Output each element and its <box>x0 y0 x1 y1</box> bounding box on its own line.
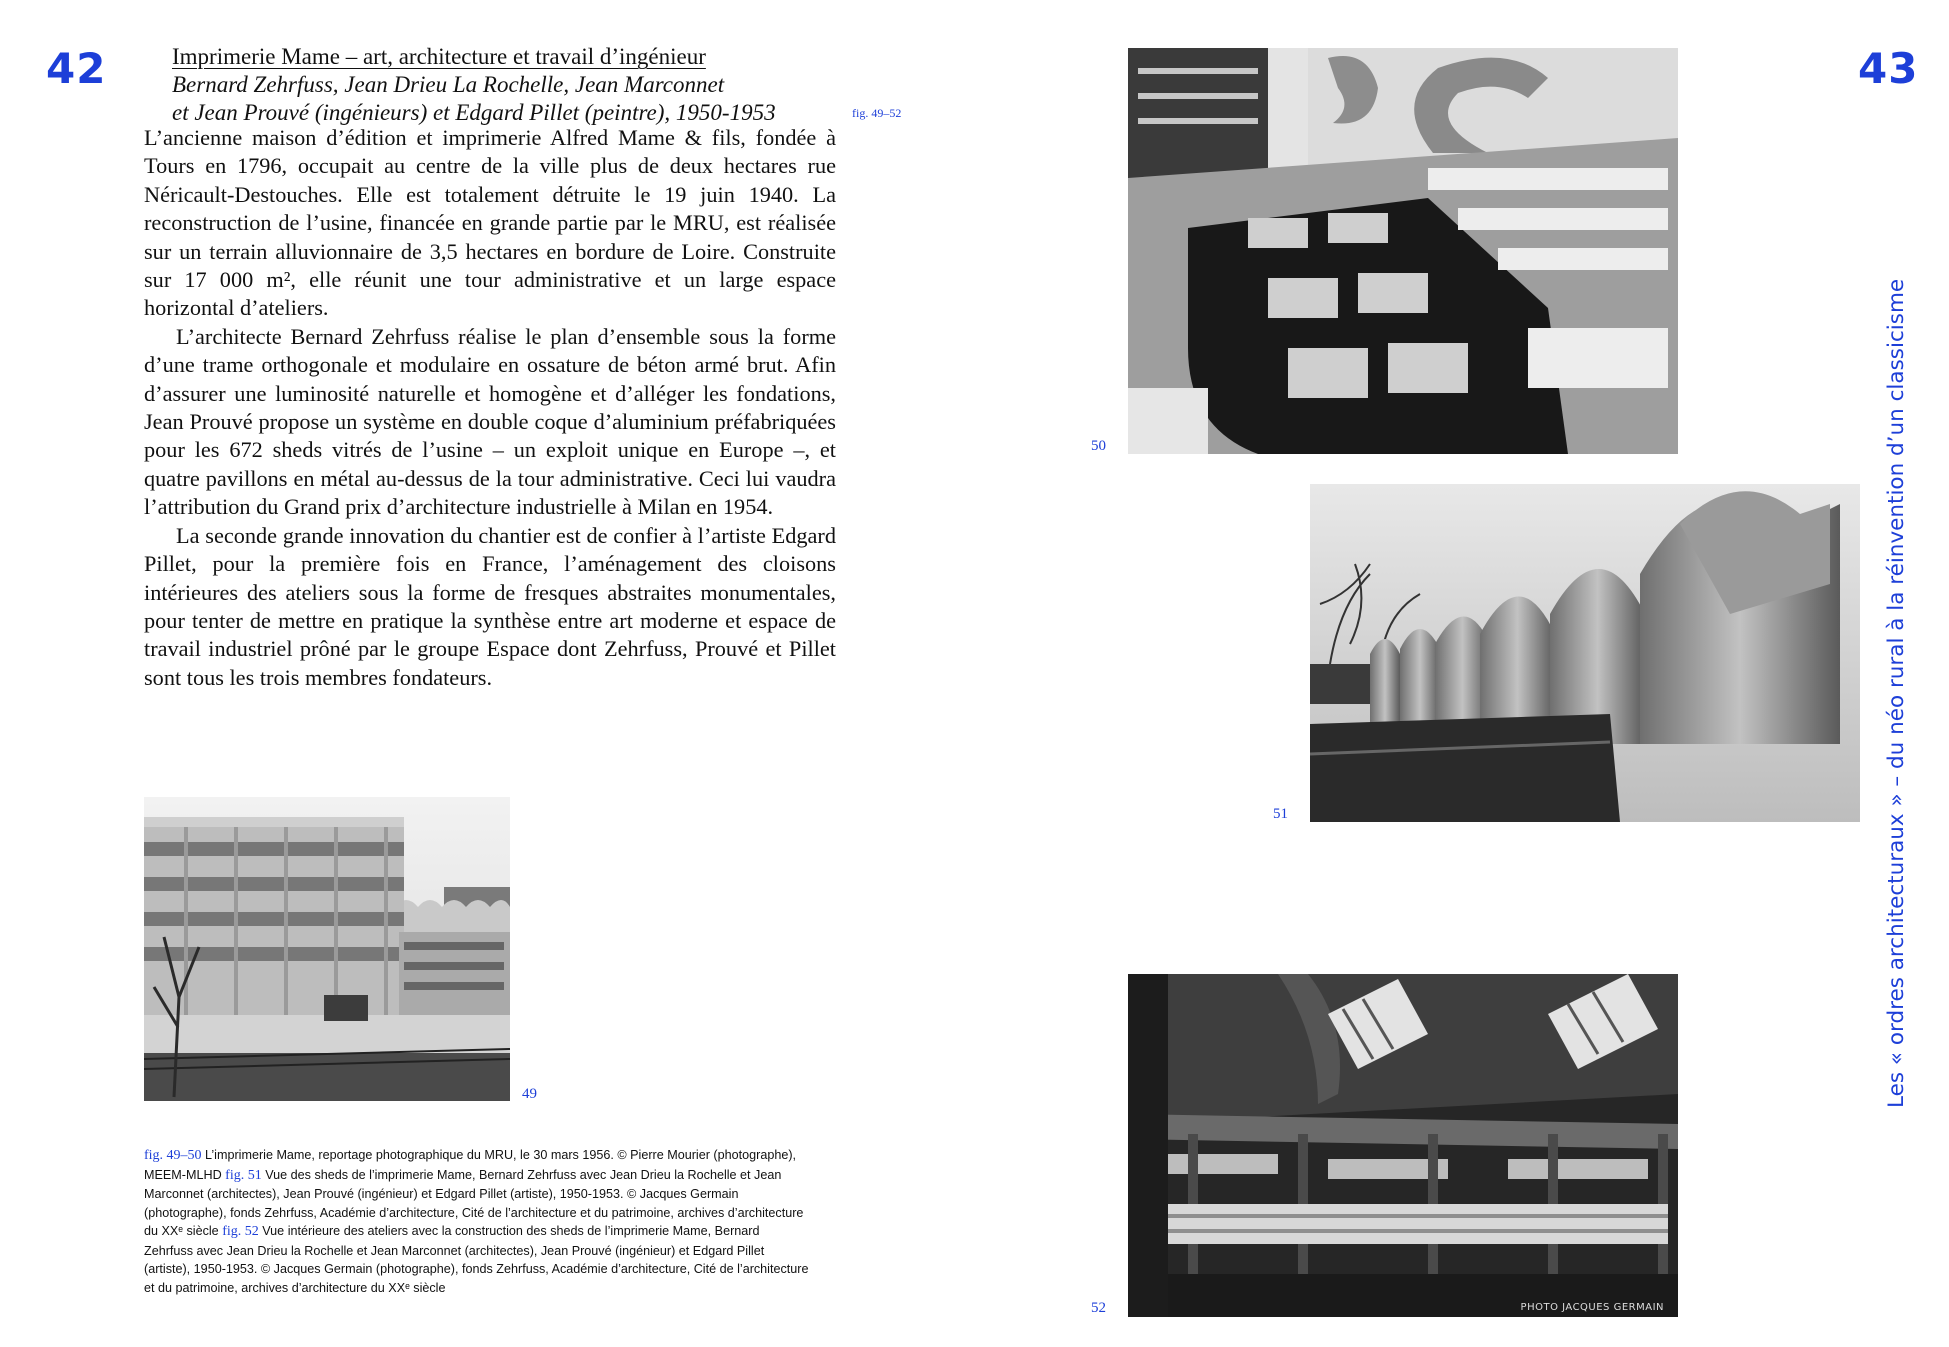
caption-figref-51: fig. 51 <box>225 1167 262 1183</box>
photo-workshop-interior <box>1128 974 1678 1317</box>
photo-building-exterior <box>144 797 510 1101</box>
photo-credit: PHOTO JACQUES GERMAIN <box>1520 1302 1664 1313</box>
page-number-right: 43 <box>1858 44 1919 93</box>
section-heading <box>172 43 862 127</box>
photo-aluminium-sheds <box>1310 484 1860 822</box>
section-authors-line1: Bernard Zehrfuss, Jean Drieu La Rochelle, Jean Marconnet <box>172 72 725 97</box>
caption-figref-49-50: fig. 49–50 <box>144 1148 202 1163</box>
paragraph-2: L’architecte Bernard Zehrfuss réalise le plan d’ensemble sous la forme d’une trame orthogonale et modulaire en ossature de béton armé brut. Afin d’assurer une luminosité naturelle et homogène et d’alléger les fondations, Jean Prouvé propose un système en double coque d’aluminium préfabriquées pour les 672 sheds vitrés de l’usine – un exploit unique en Europe –, et quatre pavillons en métal au-dessus de la tour administrative. Ceci lui vaudra l’attribution du Grand prix d’architecture industrielle à Milan en 1954. <box>144 323 836 520</box>
figure-reference: fig. 49–52 <box>852 106 902 120</box>
body-text <box>144 124 836 692</box>
caption-figref-52: fig. 52 <box>222 1224 259 1239</box>
figure-number-50: 50 <box>1091 438 1106 454</box>
caption-text-52: Vue intérieure des ateliers avec la construction des sheds de l’imprimerie Mame, Bernard Zehrfuss avec Jean Drieu la Rochelle et Jean Marconnet (architectes), Jean Prouvé (ingénieur) et Edgard Pillet (artiste), 1950-1953. © Jacques Germain (photographe), fonds Zehrfuss, Académie d’architecture, Cité de l’architecture et du patrimoine, archives d’architecture du XXᵉ siècle <box>144 1224 809 1295</box>
figure-number-52: 52 <box>1091 1300 1106 1316</box>
section-title: Imprimerie Mame – art, architecture et travail d’ingénieur <box>172 44 706 69</box>
figure-number-49: 49 <box>522 1086 537 1102</box>
caption-text-51: Vue des sheds de l’imprimerie Mame, Bernard Zehrfuss avec Jean Drieu la Rochelle et Jean Marconnet (architectes), Jean Prouvé (ingénieur) et Edgard Pillet (artiste), 1950-1953. © Jacques Germain (photographe), fonds Zehrfuss, Académie d’architecture, Cité de l’architecture et du patrimoine, archives d’architecture du XXᵉ siècle <box>144 1167 804 1238</box>
caption-text-49-50: L’imprimerie Mame, reportage photographique du MRU, le 30 mars 1956. © Pierre Mourier (photographe), MEEM-MLHD <box>144 1148 797 1182</box>
running-title: Les « ordres architecturaux » – du néo rural à la réinvention d’un classicisme <box>1884 278 1909 1108</box>
figure-caption <box>144 1146 810 1297</box>
page-number-left: 42 <box>46 44 107 93</box>
paragraph-1: L’ancienne maison d’édition et imprimerie Alfred Mame & fils, fondée à Tours en 1796, occupait au centre de la ville plus de deux hectares rue Néricault-Destouches. Elle est totalement détruite le 19 juin 1940. La reconstruction de l’usine, financée en grande partie par le MRU, est réalisée sur un terrain alluvionnaire de 3,5 hectares en bordure de Loire. Construite sur 17 000 m², elle réunit une tour administrative et un large espace horizontal d’ateliers. <box>144 125 836 321</box>
paragraph-3: La seconde grande innovation du chantier est de confier à l’artiste Edgard Pillet, pour la première fois en France, l’aménagement des cloisons intérieures des ateliers sous la forme de fresques abstraites monumentales, pour tenter de mettre en pratique la synthèse entre art moderne et espace de travail industriel prôné par le groupe Espace dont Zehrfuss, Prouvé et Pillet sont tous les trois membres fondateurs. <box>144 522 836 690</box>
photo-printing-hall <box>1128 48 1678 454</box>
section-authors-line2: et Jean Prouvé (ingénieurs) et Edgard Pillet (peintre), 1950-1953 <box>172 100 776 125</box>
figure-number-51: 51 <box>1273 806 1288 822</box>
